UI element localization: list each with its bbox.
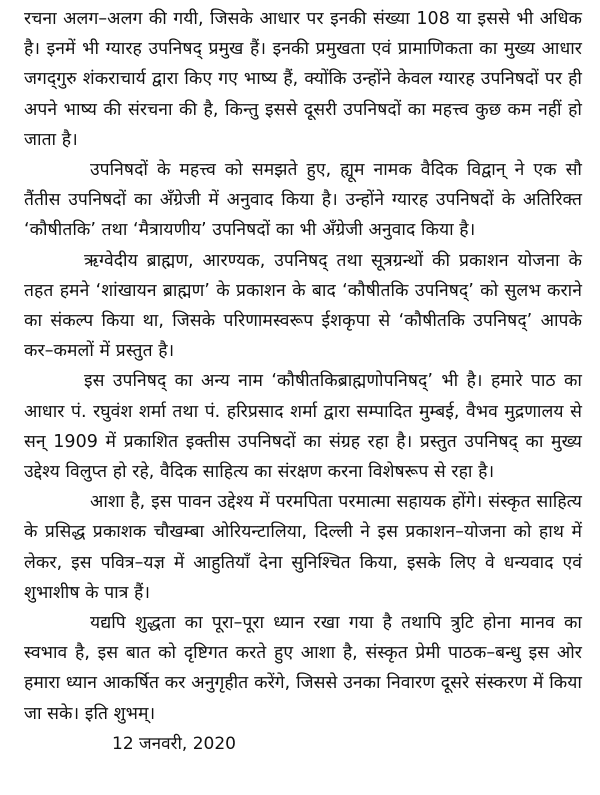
paragraph-5: आशा है, इस पावन उद्देश्य में परमपिता परमात्मा सहायक होंगे। संस्कृत साहित्य के प्रसिद्ध प्रकाशक चौखम्बा ओरियन्टालिया, दिल्ली ने इस प्रकाशन–योजना को हाथ में लेकर, इस पवित्र–यज्ञ में आहुतियाँ देना सुनिश्चित किया, इसके लिए वे धन्यवाद एवं शुभाशीष के पात्र हैं।: [24, 492, 582, 603]
paragraph-1: रचना अलग–अलग की गयी, जिसके आधार पर इनकी संख्या 108 या इससे भी अधिक है। इनमें भी ग्यारह उपनिषद् प्रमुख हैं। इनकी प्रमुखता एवं प्रामाणिकता का मुख्य आधार जगद्‌गुरु शंकराचार्य द्वारा किए गए भाष्य हैं, क्योंकि उन्होंने केवल ग्यारह उपनिषदों पर ही अपने भाष्य की संरचना की है, किन्तु इससे दूसरी उपनिषदों का महत्त्व कुछ कम नहीं हो जाता है।: [24, 9, 582, 150]
paragraph-6: यद्यपि शुद्धता का पूरा–पूरा ध्यान रखा गया है तथापि त्रुटि होना मानव का स्वभाव है, इस बात को दृष्टिगत करते हुए आशा है, संस्कृत प्रेमी पाठक–बन्धु इस ओर हमारा ध्यान आकर्षित कर अनुगृहीत करेंगे, जिससे उनका निवारण दूसरे संस्करण में किया जा सके। इति शुभम्।: [24, 613, 582, 724]
paragraph-4: इस उपनिषद् का अन्य नाम ‘कौषीतकिब्राह्मणोपनिषद्’ भी है। हमारे पाठ का आधार पं. रघुवंश शर्मा तथा पं. हरिप्रसाद शर्मा द्वारा सम्पादित मुम्बई, वैभव मुद्रणालय से सन् 1909 में प्रकाशित इक्तीस उपनिषदों का संग्रह रहा है। प्रस्तुत उपनिषद् का मुख्य उद्देश्य विलुप्त हो रहे, वैदिक साहित्य का संरक्षण करना विशेषरूप से रहा है।: [24, 371, 582, 483]
document-date: 12 जनवरी, 2020: [112, 733, 236, 754]
paragraph-3: ऋग्वेदीय ब्राह्मण, आरण्यक, उपनिषद् तथा सूत्रग्रन्थों की प्रकाशन योजना के तहत हमने ‘शांखायन ब्राह्मण’ के प्रकाशन के बाद ‘कौषीतकि उपनिषद्’ को सुलभ कराने का संकल्प किया था, जिसके परिणामस्वरूप ईशकृपा से ‘कौषीतकि उपनिषद्’ आपके कर–कमलों में प्रस्तुत है।: [24, 250, 582, 362]
paragraph-2: उपनिषदों के महत्त्व को समझते हुए, ह्यूम नामक वैदिक विद्वान् ने एक सौ तैंतीस उपनिषदों का अँग्रेजी में अनुवाद किया है। उन्होंने ग्यारह उपनिषदों के अतिरिक्त ‘कौषीतकि’ तथा ‘मैत्रायणीय’ उपनिषदों का भी अँग्रेजी अनुवाद किया है।: [24, 160, 582, 241]
